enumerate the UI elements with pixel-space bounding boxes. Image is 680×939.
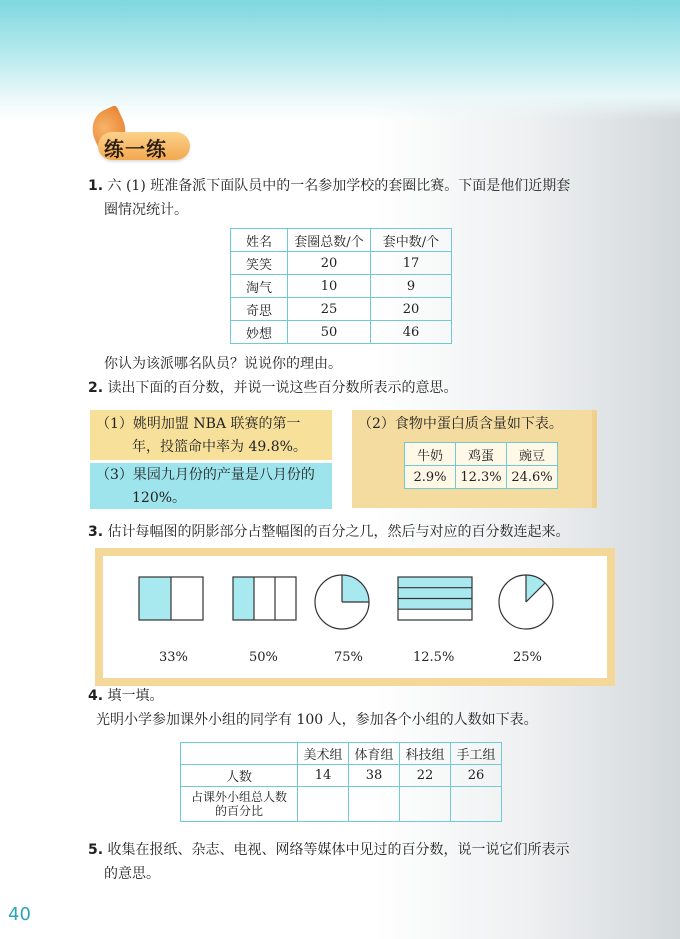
table-row [231, 275, 452, 298]
table-cell: 10 [288, 275, 371, 298]
table-row [181, 765, 502, 787]
table-row [181, 787, 502, 822]
table-row [231, 298, 452, 321]
q1-question: 你认为该派哪名队员？说说你的理由。 [104, 356, 342, 372]
q2-item1-line2: 年，投篮命中率为 49.8%。 [132, 439, 307, 455]
table-cell [181, 787, 298, 822]
percent-label: 25% [513, 650, 542, 665]
table-header-cell: 姓名 [231, 229, 288, 252]
table-header-cell: 套圈总数/个 [288, 229, 371, 252]
table-cell: 24.6% [507, 466, 558, 489]
q1-table [230, 228, 452, 344]
table-row [231, 321, 452, 344]
answer-blank-cell[interactable] [400, 787, 451, 822]
percent-label: 12.5% [413, 650, 455, 665]
table-cell: 25 [288, 298, 371, 321]
table-header-cell: 套中数/个 [371, 229, 452, 252]
table-row [405, 466, 558, 489]
percent-label: 75% [334, 650, 363, 665]
table-header-row [231, 229, 452, 252]
table-header-cell: 鸡蛋 [456, 443, 507, 466]
table-cell: 22 [400, 765, 451, 787]
q1-line1 [88, 174, 570, 198]
q3-figure-frame [95, 548, 615, 686]
q1-number: 1. [88, 178, 104, 194]
table-cell: 50 [288, 321, 371, 344]
table-cell: 9 [371, 275, 452, 298]
q2-item3-line2: 120%。 [132, 490, 187, 506]
table-header-cell: 体育组 [349, 743, 400, 765]
table-header-cell: 豌豆 [507, 443, 558, 466]
q5-text-1: 收集在报纸、杂志、电视、网络等媒体中见过的百分数，说一说它们所表示 [107, 842, 570, 858]
q5-line1 [88, 838, 570, 862]
answer-blank-cell[interactable] [451, 787, 502, 822]
table-header-cell: 手工组 [451, 743, 502, 765]
section-header [92, 106, 212, 166]
q5-number: 5. [88, 842, 104, 858]
q4-title: 填一填。 [107, 688, 164, 704]
table-cell: 20 [288, 252, 371, 275]
q2-item3-line1: （3）果园九月份的产量是八月份的 [96, 467, 315, 483]
table-header-cell: 科技组 [400, 743, 451, 765]
rect-half-shaded-figure [138, 576, 204, 622]
row-label-line: 占课外小组总人数 [190, 790, 287, 804]
answer-blank-cell[interactable] [298, 787, 349, 822]
table-cell: 12.3% [456, 466, 507, 489]
table-row [231, 252, 452, 275]
table-header-row [181, 743, 502, 765]
table-cell: 38 [349, 765, 400, 787]
table-cell: 14 [298, 765, 349, 787]
q2-item1-box [90, 410, 332, 460]
q4-line [88, 684, 164, 708]
table-cell: 20 [371, 298, 452, 321]
table-cell: 笑笑 [231, 252, 288, 275]
table-cell: 2.9% [405, 466, 456, 489]
circle-sector-shaded-figure [496, 572, 556, 632]
table-header-row [405, 443, 558, 466]
table-header-cell [181, 743, 298, 765]
table-cell: 奇思 [231, 298, 288, 321]
table-header-cell: 牛奶 [405, 443, 456, 466]
q3-text: 估计每幅图的阴影部分占整幅图的百分之几，然后与对应的百分数连起来。 [107, 524, 570, 540]
q3-number: 3. [88, 524, 104, 540]
rect-striped-shaded-figure [397, 576, 473, 622]
table-cell: 17 [371, 252, 452, 275]
q1-text-1: 六 (1) 班准备派下面队员中的一名参加学校的套圈比赛。下面是他们近期套 [107, 178, 571, 194]
table-cell: 人数 [181, 765, 298, 787]
table-cell: 妙想 [231, 321, 288, 344]
q4-number: 4. [88, 688, 104, 704]
row-label-line: 的百分比 [214, 804, 263, 818]
q2-text: 读出下面的百分数，并说一说这些百分数所表示的意思。 [107, 380, 458, 396]
table-cell: 26 [451, 765, 502, 787]
percent-label: 50% [249, 650, 278, 665]
table-cell: 淘气 [231, 275, 288, 298]
q2-item1-line1: （1）姚明加盟 NBA 联赛的第一 [96, 416, 301, 432]
q2-line [88, 376, 458, 400]
q2-item3-box [90, 463, 332, 509]
q5-text-2: 的意思。 [104, 866, 160, 882]
rect-third-shaded-figure [232, 576, 298, 622]
q3-line [88, 520, 570, 544]
section-title: 练一练 [104, 137, 167, 161]
q4-text: 光明小学参加课外小组的同学有 100 人，参加各个小组的人数如下表。 [96, 712, 538, 728]
table-header-cell: 美术组 [298, 743, 349, 765]
answer-blank-cell[interactable] [349, 787, 400, 822]
percent-label: 33% [159, 650, 188, 665]
circle-quarter-shaded-figure [312, 572, 372, 632]
q2-number: 2. [88, 380, 104, 396]
q2-item2-title: （2）食物中蛋白质含量如下表。 [358, 416, 563, 432]
table-cell: 46 [371, 321, 452, 344]
q2-food-table [404, 442, 558, 489]
q1-text-2: 圈情况统计。 [104, 202, 188, 218]
page-number: 40 [8, 904, 31, 925]
q4-table [180, 742, 502, 822]
